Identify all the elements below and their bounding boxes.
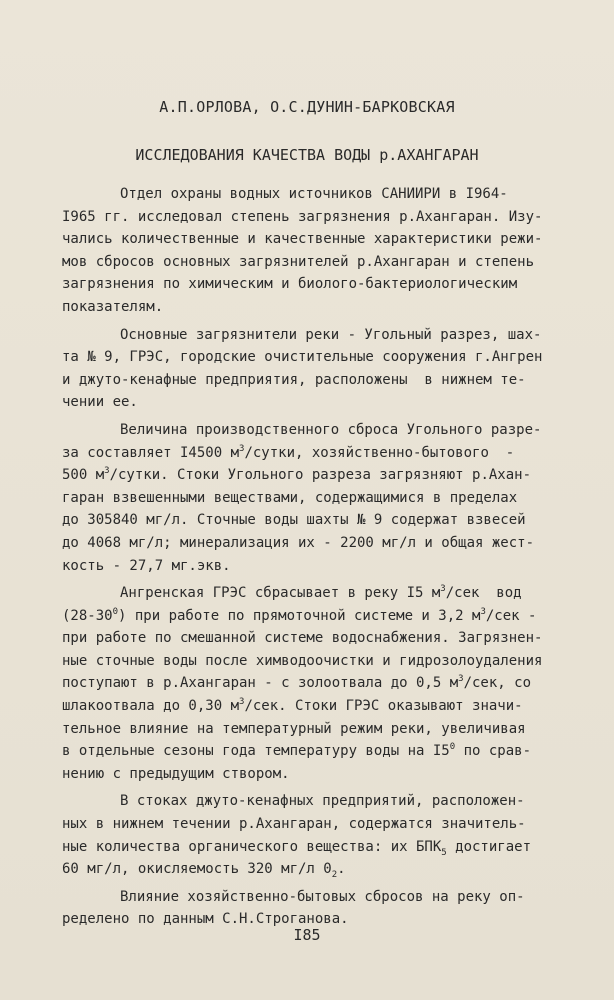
text-line: ные количества органического вещества: их $БПК_5$ достигает	[62, 838, 532, 858]
text-line: чались количественные и качественные характеристики режи-	[62, 231, 543, 248]
text-line: та № 9, ГРЭС, городские очистительные сооружения г.Ангрен	[62, 349, 543, 366]
page-number: I85	[293, 926, 321, 944]
text-line: мов сбросов основных загрязнителей р.Ахангаран и степень	[62, 253, 535, 270]
text-line: и джуто-кенафные предприятия, расположены в нижнем те-	[62, 371, 526, 388]
text-line: кость - 27,7 мг.экв.	[62, 557, 231, 574]
text-line: до 4068 мг/л; минерализация их - 2200 мг/л и общая жест-	[62, 534, 535, 551]
text-line: 500 $м^3$/сутки. Стоки Угольного разреза загрязняют р.Ахан-	[62, 466, 532, 484]
text-line: при работе по смешанной системе водоснабжения. Загрязнен-	[62, 630, 543, 647]
text-line: I965 гг. исследовал степень загрязнения р.Ахангаран. Изу-	[62, 208, 543, 225]
text-line: Основные загрязнители реки - Угольный разрез, шах-	[120, 326, 542, 343]
text-line: тельное влияние на температурный режим реки, увеличивая	[62, 720, 526, 737]
text-line: нению с предыдущим створом.	[62, 765, 290, 782]
authors-line: А.П.ОРЛОВА, О.С.ДУНИН-БАРКОВСКАЯ	[159, 98, 455, 116]
text-line: ределено по данным С.Н.Строганова.	[62, 911, 349, 928]
text-line: показателям.	[62, 298, 164, 315]
article-body	[62, 183, 582, 931]
text-line: поступают в р.Ахангаран - с золоотвала до 0,5 $м^3$/сек, со	[62, 674, 532, 692]
text-line: ные сточные воды после химводоочистки и гидрозолоудаления	[62, 652, 543, 669]
text-line: за составляет I4500 $м^3$/сутки, хозяйственно-бытового -	[62, 443, 515, 461]
text-line: шлакоотвала до 0,30 $м^3$/сек. Стоки ГРЭС оказывают значи-	[62, 697, 523, 715]
text-line: в отдельные сезоны года температуру воды на $I5^0$ по срав-	[62, 742, 532, 760]
text-line: $(28-30^0)$ при работе по прямоточной системе и 3,2 $м^3$/сек -	[62, 606, 537, 624]
text-line: Отдел охраны водных источников САНИИРИ в I964-	[120, 186, 508, 202]
text-line: Ангренская ГРЭС сбрасывает в реку I5 $м^3$/сек вод	[120, 584, 522, 602]
text-line: 60 мг/л, окисляемость 320 мг/л $0_2$.	[62, 861, 346, 881]
text-line: до 305840 мг/л. Сточные воды шахты № 9 содержат взвесей	[62, 512, 526, 529]
text-line: В стоках джуто-кенафных предприятий, расположен-	[120, 793, 525, 810]
text-line: Величина производственного сброса Угольного разре-	[120, 421, 542, 438]
article-title: ИССЛЕДОВАНИЯ КАЧЕСТВА ВОДЫ р.АХАНГАРАН	[135, 146, 479, 164]
text-line: загрязнения по химическим и биолого-бактериологическим	[62, 276, 518, 293]
text-line: гаран взвешенными веществами, содержащимися в пределах	[62, 489, 518, 506]
text-line: ных в нижнем течении р.Ахангаран, содержатся значитель-	[62, 816, 526, 833]
text-line: Влияние хозяйственно-бытовых сбросов на реку оп-	[120, 888, 525, 905]
text-line: чении ее.	[62, 394, 138, 411]
